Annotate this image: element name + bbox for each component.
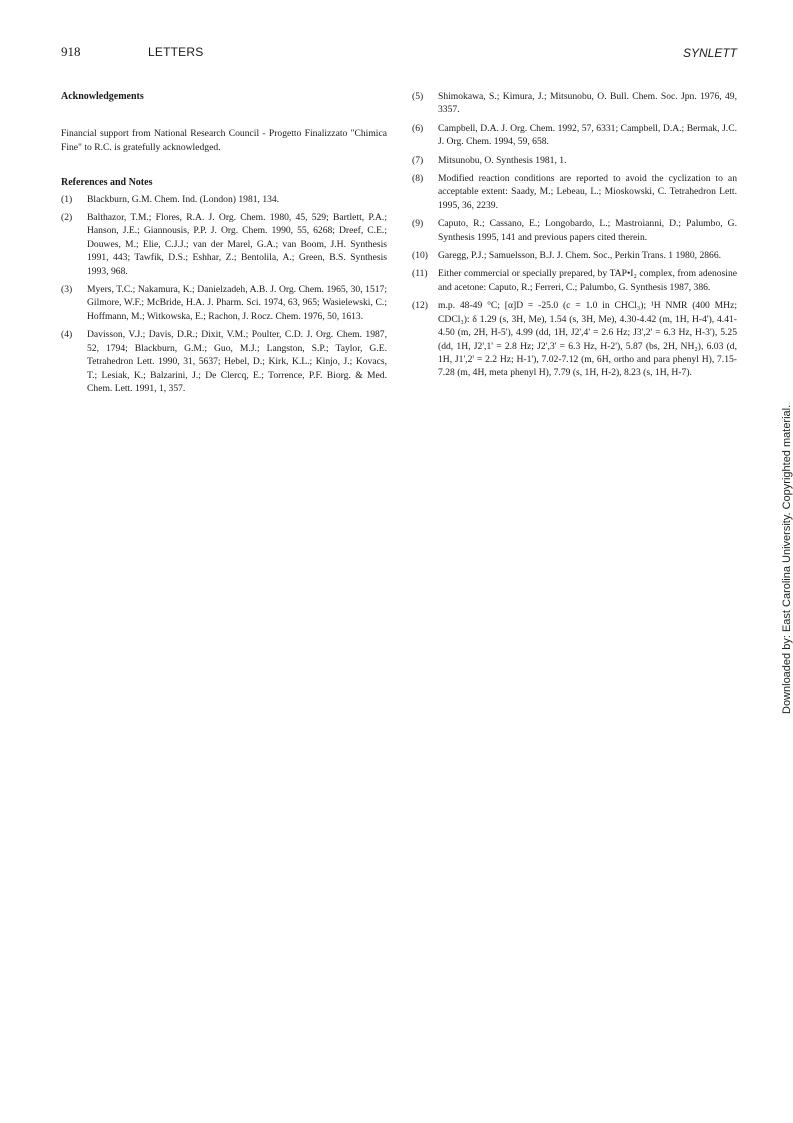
right-column [412, 90, 737, 385]
acknowledgements-text: Financial support from National Research Council - Progetto Finalizzato "Chimica Fine" to R.C. is gratefully acknowledged. [61, 128, 387, 153]
reference-text: m.p. 48-49 °C; [α]D = -25.0 (c = 1.0 in CHCl₃); ¹H NMR (400 MHz; CDCl₃): δ 1.29 (s, 3H, Me), 1.54 (s, 3H, Me), 4.30-4.42 (m, 1H, H-4'), 4.41-4.50 (m, 2H, H-5'), 4.99 (dd, 1H, J2',4' = 2.6 Hz; J3',2' = 6.3 Hz, H-3'), 5.25 (dd, 1H, J2',1' = 2.8 Hz; J2',3' = 6.3 Hz, H-2'), 5.87 (bs, 2H, NH₂), 6.03 (d, 1H, J1',2' = 2.2 Hz; H-1'), 7.02-7.12 (m, 6H, ortho and para phenyl H), 7.15-7.28 (m, 4H, meta phenyl H), 7.79 (s, 1H, H-2), 8.23 (s, 1H, H-7). [438, 300, 737, 379]
reference-item [61, 193, 387, 206]
reference-item [61, 283, 387, 323]
reference-text: Davisson, V.J.; Davis, D.R.; Dixit, V.M.; Poulter, C.D. J. Org. Chem. 1987, 52, 1794; Blackburn, G.M.; Guo, M.J.; Langston, S.P.; Taylor, G.E. Tetrahedron Lett. 1990, 31, 5637; Hebel, D.; Kirk, K.L.; Kinjo, J.; Kovacs, T.; Lesiak, K.; Balzarini, J.; De Clercq, E.; Torrence, P.F. Biorg. & Med. Chem. Lett. 1991, 1, 357. [87, 329, 387, 394]
reference-number: (7) [412, 154, 424, 166]
reference-text: Balthazor, T.M.; Flores, R.A. J. Org. Chem. 1980, 45, 529; Bartlett, P.A.; Hanson, J.E.; Giannousis, P.P. J. Org. Chem. 1990, 55, 6268; Dreef, C.E.; Douwes, M.; Elie, C.J.J.; van der Marel, G.A.; van Boom, J.H. Synthesis 1991, 443; Tawfik, D.S.; Eshhar, Z.; Bentolila, A.; Green, B.S. Synthesis 1993, 968. [87, 212, 387, 277]
reference-item [61, 328, 387, 395]
reference-number: (8) [412, 173, 424, 185]
reference-number: (3) [61, 284, 73, 296]
reference-item [412, 299, 737, 379]
reference-number: (5) [412, 91, 424, 102]
reference-number: (11) [412, 268, 428, 280]
reference-text: Mitsunobu, O. Synthesis 1981, 1. [438, 154, 567, 166]
reference-text: Caputo, R.; Cassano, E.; Longobardo, L.; Mastroianni, D.; Palumbo, G. Synthesis 1995, 141 and previous papers cited therein. [438, 218, 737, 243]
journal-name: SYNLETT [682, 46, 737, 60]
reference-number: (9) [412, 218, 424, 230]
references-list-right [412, 90, 737, 380]
page-number: 918 [61, 44, 81, 59]
reference-text: Garegg, P.J.; Samuelsson, B.J. J. Chem. Soc., Perkin Trans. 1 1980, 2866. [438, 250, 722, 262]
reference-number: (10) [412, 250, 428, 262]
reference-item [412, 267, 737, 294]
reference-text: Campbell, D.A. J. Org. Chem. 1992, 57, 6331; Campbell, D.A.; Bermak, J.C. J. Org. Chem. 1994, 59, 658. [438, 122, 737, 148]
left-column [61, 90, 387, 400]
reference-item [412, 217, 737, 244]
download-notice: Downloaded by: East Carolina University. Copyrighted material. [781, 404, 793, 714]
reference-text: Blackburn, G.M. Chem. Ind. (London) 1981, 134. [87, 193, 280, 205]
reference-item [412, 154, 737, 167]
journal-section: LETTERS [148, 45, 204, 59]
references-heading: References and Notes [61, 177, 153, 189]
reference-item [412, 249, 737, 262]
reference-text: Myers, T.C.; Nakamura, K.; Danielzadeh, A.B. J. Org. Chem. 1965, 30, 1517; Gilmore, W.F.; McBride, H.A. J. Pharm. Sci. 1974, 63, 965; Wasielewski, C.; Hoffmann, M.; Witkowska, E.; Rachon, J. Rocz. Chem. 1976, 50, 1613. [87, 284, 387, 322]
reference-number: (6) [412, 122, 424, 134]
reference-number: (1) [61, 193, 73, 205]
reference-text: Modified reaction conditions are reported to avoid the cyclization to an acceptable extent: Saady, M.; Lebeau, L.; Mioskowski, C. Tetrahedron Lett. 1995, 36, 2239. [438, 173, 737, 211]
acknowledgements-heading: Acknowledgements [61, 91, 144, 102]
reference-item [412, 90, 737, 117]
reference-item [61, 211, 387, 278]
reference-number: (2) [61, 212, 73, 224]
reference-item [412, 172, 737, 212]
reference-text: Either commercial or specially prepared, by TAP•I₂ complex, from adenosine and acetone: Caputo, R.; Ferreri, C.; Palumbo, G. Synthesis 1987, 386. [438, 268, 737, 293]
references-list-left [61, 193, 387, 396]
reference-number: (12) [412, 300, 428, 312]
reference-item [412, 122, 737, 149]
reference-text: Shimokawa, S.; Kimura, J.; Mitsunobu, O. Bull. Chem. Soc. Jpn. 1976, 49, 3357. [438, 91, 737, 116]
reference-number: (4) [61, 329, 73, 341]
